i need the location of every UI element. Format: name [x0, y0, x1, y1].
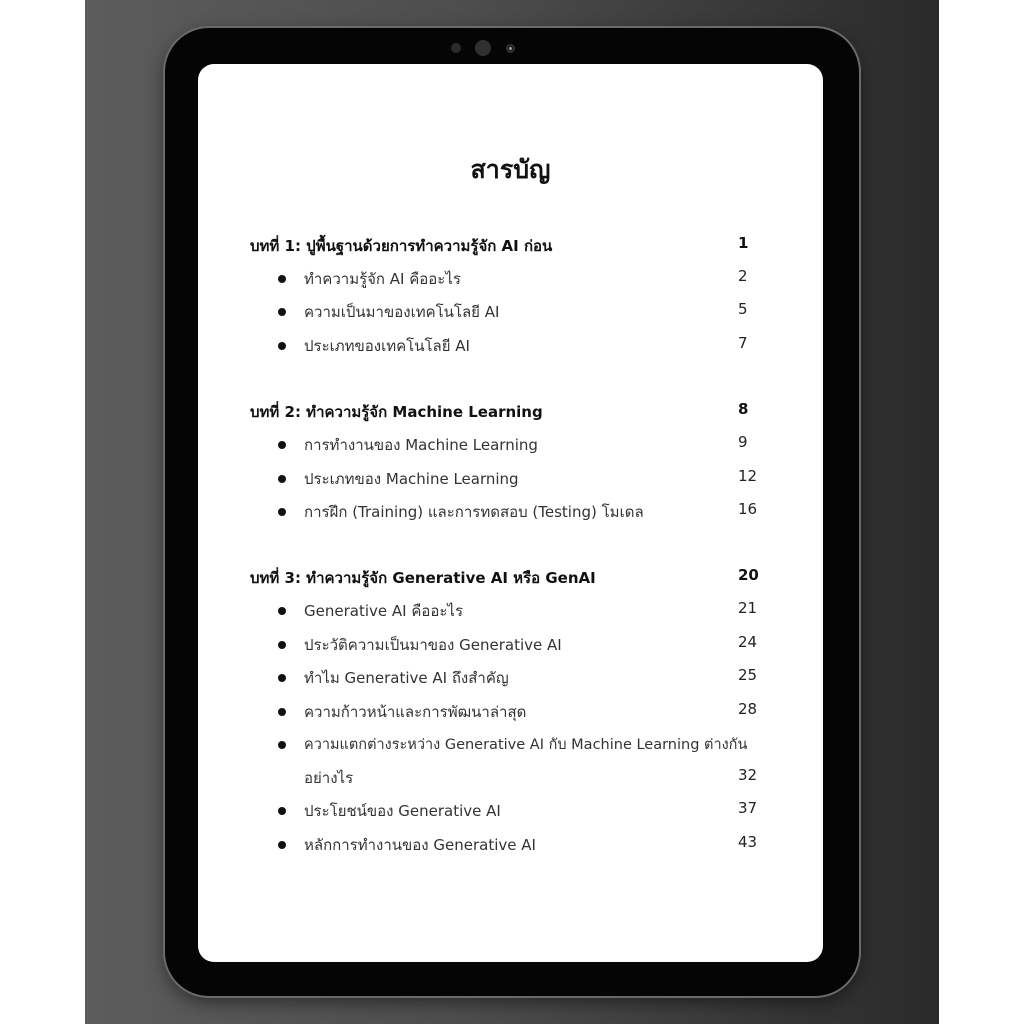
- bullet-icon: [278, 607, 286, 615]
- bullet-icon: [278, 641, 286, 649]
- toc-item-continuation[interactable]: อย่างไร: [304, 769, 354, 787]
- chapter-2-page: 8: [738, 400, 749, 418]
- toc-item[interactable]: ทำไม Generative AI ถึงสำคัญ: [304, 669, 509, 687]
- toc-item-page: 2: [738, 267, 748, 285]
- toc-item[interactable]: ประวัติความเป็นมาของ Generative AI: [304, 636, 562, 654]
- page-title: สารบัญ: [470, 155, 551, 184]
- bullet-icon: [278, 342, 286, 350]
- table-of-contents: [198, 64, 823, 962]
- tablet-screen: [198, 64, 823, 962]
- sensor-icon: [475, 40, 491, 56]
- chapter-2-title[interactable]: บทที่ 2: ทำความรู้จัก Machine Learning: [250, 403, 543, 421]
- bullet-icon: [278, 475, 286, 483]
- toc-item[interactable]: หลักการทำงานของ Generative AI: [304, 836, 536, 854]
- bullet-icon: [278, 807, 286, 815]
- toc-item-page: 16: [738, 500, 758, 518]
- toc-item[interactable]: การทำงานของ Machine Learning: [304, 436, 538, 454]
- bullet-icon: [278, 841, 286, 849]
- toc-item-page: 25: [738, 666, 758, 684]
- toc-item-page: 9: [738, 433, 748, 451]
- toc-item[interactable]: ความก้าวหน้าและการพัฒนาล่าสุด: [304, 703, 527, 721]
- toc-item-page: 37: [738, 799, 758, 817]
- camera-bar: [165, 40, 859, 56]
- toc-item[interactable]: ประเภทของ Machine Learning: [304, 470, 519, 488]
- bullet-icon: [278, 674, 286, 682]
- chapter-3-title[interactable]: บทที่ 3: ทำความรู้จัก Generative AI หรือ GenAI: [250, 569, 596, 587]
- toc-item-page: 7: [738, 334, 748, 352]
- toc-item-page: 43: [738, 833, 758, 851]
- toc-item[interactable]: ทำความรู้จัก AI คืออะไร: [304, 270, 461, 288]
- toc-item-page: 12: [738, 467, 758, 485]
- toc-item[interactable]: Generative AI คืออะไร: [304, 602, 464, 620]
- toc-item-page: 32: [738, 766, 758, 784]
- bullet-icon: [278, 441, 286, 449]
- chapter-3-page: 20: [738, 566, 759, 584]
- chapter-1-page: 1: [738, 234, 749, 252]
- bullet-icon: [278, 308, 286, 316]
- toc-item-page: 24: [738, 633, 758, 651]
- toc-item[interactable]: ประโยชน์ของ Generative AI: [304, 802, 501, 820]
- toc-item[interactable]: ความเป็นมาของเทคโนโลยี AI: [304, 303, 500, 321]
- camera-icon: [506, 44, 515, 53]
- tablet-frame: [165, 28, 859, 996]
- toc-item-page: 21: [738, 599, 758, 617]
- toc-item[interactable]: ความแตกต่างระหว่าง Generative AI กับ Machine Learning ต่างกัน: [304, 737, 748, 753]
- toc-item[interactable]: ประเภทของเทคโนโลยี AI: [304, 337, 470, 355]
- bullet-icon: [278, 508, 286, 516]
- bullet-icon: [278, 708, 286, 716]
- toc-item-page: 5: [738, 300, 748, 318]
- toc-item[interactable]: การฝึก (Training) และการทดสอบ (Testing) โมเดล: [304, 503, 644, 521]
- sensor-icon: [451, 43, 461, 53]
- bullet-icon: [278, 275, 286, 283]
- chapter-1-title[interactable]: บทที่ 1: ปูพื้นฐานด้วยการทำความรู้จัก AI ก่อน: [250, 237, 553, 255]
- bullet-icon: [278, 741, 286, 749]
- toc-item-page: 28: [738, 700, 758, 718]
